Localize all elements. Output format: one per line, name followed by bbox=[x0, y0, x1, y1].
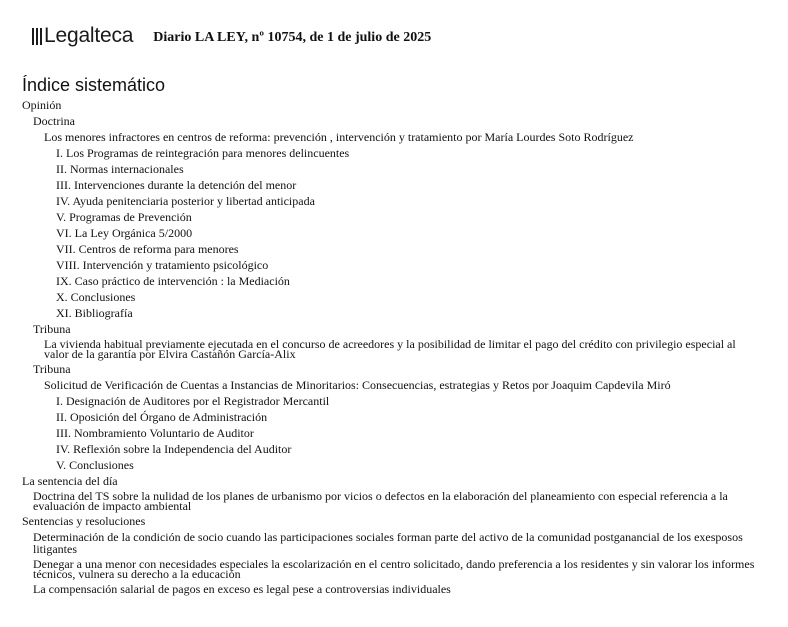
section-sentencias-resoluciones[interactable]: Sentencias y resoluciones bbox=[22, 514, 146, 528]
article-condicion-socio[interactable]: Determinación de la condición de socio cuando las participaciones sociales forman parte del activo de la comunidad postganancial de los exesposos litigantes bbox=[33, 530, 743, 556]
logo-bars-icon bbox=[32, 28, 42, 45]
chapter-link[interactable]: VIII. Intervención y tratamiento psicológico bbox=[56, 258, 269, 272]
chapter-link[interactable]: VII. Centros de reforma para menores bbox=[56, 242, 239, 256]
article-vivienda-habitual[interactable]: La vivienda habitual previamente ejecutada en el concurso de acreedores y la posibilidad de limitar el pago del crédito con privilegio especial al valor de la garantía por Elvira Castañón García-Alix bbox=[44, 337, 736, 361]
legalteca-logo bbox=[32, 24, 133, 48]
section-sentencia-del-dia[interactable]: La sentencia del día bbox=[22, 474, 118, 488]
article-escolarizacion-menor[interactable]: Denegar a una menor con necesidades especiales la escolarización en el centro solicitado, dando preferencia a los residentes y sin valorar los informes técnicos, vulnera su derecho a la educación bbox=[33, 557, 755, 581]
article-menores-infractores[interactable]: Los menores infractores en centros de reforma: prevención , intervención y tratamiento por María Lourdes Soto Rodríguez bbox=[44, 130, 634, 144]
chapter-link[interactable]: III. Nombramiento Voluntario de Auditor bbox=[56, 426, 254, 440]
chapter-link[interactable]: I. Designación de Auditores por el Registrador Mercantil bbox=[56, 394, 330, 408]
subsection-doctrina[interactable]: Doctrina bbox=[33, 114, 75, 128]
index-title: Índice sistemático bbox=[22, 75, 166, 95]
chapter-link[interactable]: VI. La Ley Orgánica 5/2000 bbox=[56, 226, 193, 240]
document-header bbox=[32, 22, 431, 50]
logo-text: Legalteca bbox=[44, 24, 134, 47]
section-opinion[interactable]: Opinión bbox=[22, 98, 62, 112]
chapter-link[interactable]: I. Los Programas de reintegración para menores delincuentes bbox=[56, 146, 350, 160]
chapter-link[interactable]: X. Conclusiones bbox=[56, 290, 136, 304]
chapter-link[interactable]: V. Programas de Prevención bbox=[56, 210, 192, 224]
subsection-tribuna[interactable]: Tribuna bbox=[33, 362, 71, 376]
chapter-link[interactable]: XI. Bibliografía bbox=[56, 306, 133, 320]
chapter-link[interactable]: II. Normas internacionales bbox=[56, 162, 184, 176]
chapter-link[interactable]: IX. Caso práctico de intervención : la Mediación bbox=[56, 274, 290, 288]
table-of-contents bbox=[22, 99, 762, 599]
article-compensacion-salarial[interactable]: La compensación salarial de pagos en exceso es legal pese a controversias individuales bbox=[33, 582, 451, 596]
article-verificacion-cuentas[interactable]: Solicitud de Verificación de Cuentas a Instancias de Minoritarios: Consecuencias, estrategias y Retos por Joaquim Capdevila Miró bbox=[44, 378, 671, 392]
chapter-link[interactable]: IV. Reflexión sobre la Independencia del Auditor bbox=[56, 442, 292, 456]
article-doctrina-ts[interactable]: Doctrina del TS sobre la nulidad de los planes de urbanismo por vicios o defectos en la elaboración del planeamiento con especial referencia a la evaluación de impacto ambiental bbox=[33, 489, 728, 513]
chapter-link[interactable]: V. Conclusiones bbox=[56, 458, 134, 472]
chapter-link[interactable]: II. Oposición del Órgano de Administración bbox=[56, 410, 268, 424]
chapter-link[interactable]: IV. Ayuda penitenciaria posterior y libertad anticipada bbox=[56, 194, 315, 208]
chapter-link[interactable]: III. Intervenciones durante la detención del menor bbox=[56, 178, 297, 192]
subsection-tribuna[interactable]: Tribuna bbox=[33, 322, 71, 336]
publication-title: Diario LA LEY, nº 10754, de 1 de julio de 2025 bbox=[153, 29, 432, 45]
